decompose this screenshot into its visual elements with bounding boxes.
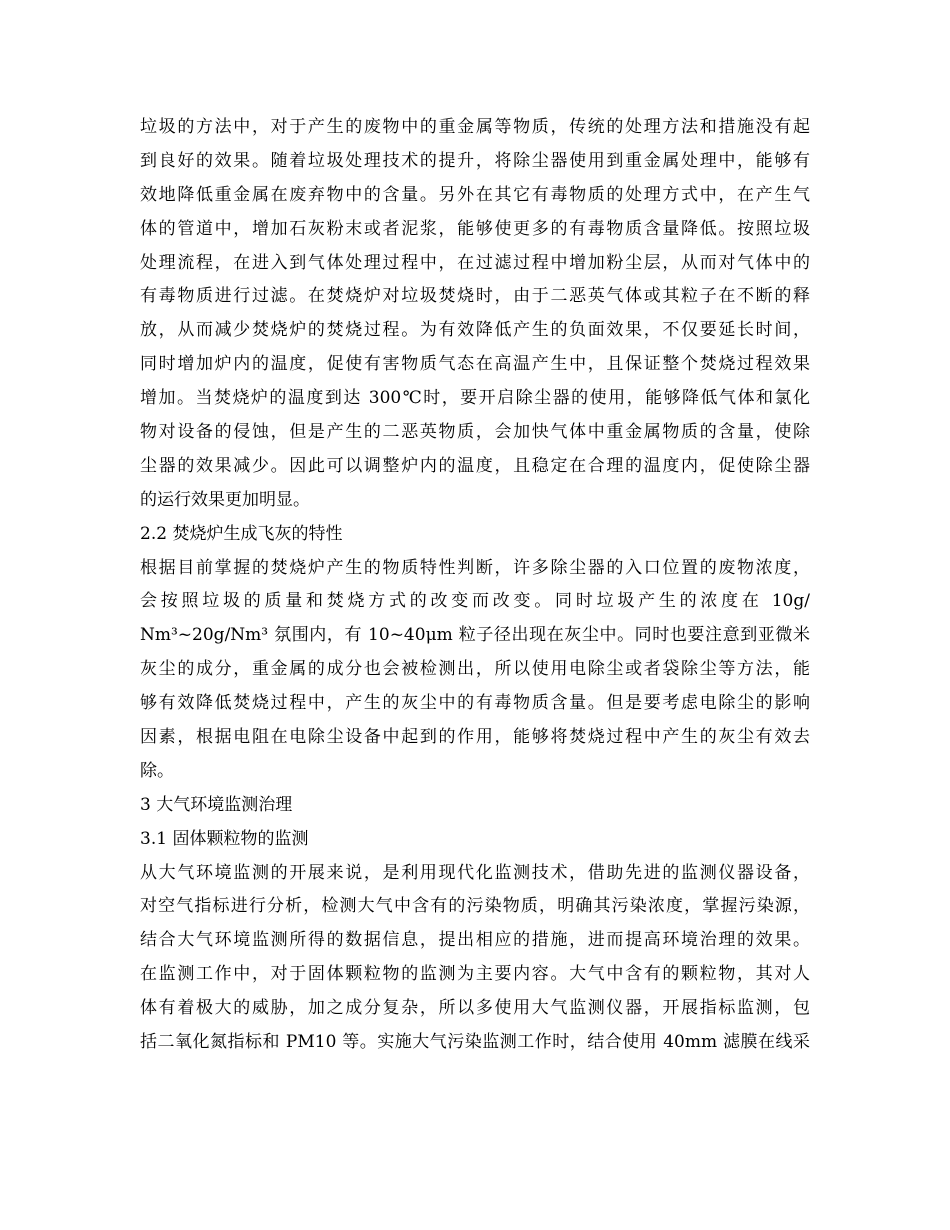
text-line: 到良好的效果。随着垃圾处理技术的提升，将除尘器使用到重金属处理中，能够有 xyxy=(140,150,810,171)
text-line: 处理流程，在进入到气体处理过程中，在过滤过程中增加粉尘层，从而对气体中的 xyxy=(140,252,810,273)
text-line: 括二氧化氮指标和 PM10 等。实施大气污染监测工作时，结合使用 40mm 滤膜在线采 xyxy=(140,1032,810,1053)
text-line: 除。 xyxy=(140,760,174,781)
text-line: 灰尘的成分，重金属的成分也会被检测出，所以使用电除尘或者袋除尘等方法，能 xyxy=(140,659,810,680)
text-line: 有毒物质进行过滤。在焚烧炉对垃圾焚烧时，由于二恶英气体或其粒子在不断的释 xyxy=(140,286,810,307)
document-body xyxy=(140,111,810,1060)
text-line: 对空气指标进行分析，检测大气中含有的污染物质，明确其污染浓度，掌握污染源， xyxy=(140,896,810,917)
text-line: 会按照垃圾的质量和焚烧方式的改变而改变。同时垃圾产生的浓度在 10g/ xyxy=(140,591,810,612)
text-line: 体的管道中，增加石灰粉末或者泥浆，能够使更多的有毒物质含量降低。按照垃圾 xyxy=(140,218,810,239)
text-line: 效地降低重金属在废弃物中的含量。另外在其它有毒物质的处理方式中，在产生气 xyxy=(140,184,810,205)
text-line: 因素，根据电阻在电除尘设备中起到的作用，能够将焚烧过程中产生的灰尘有效去 xyxy=(140,727,810,748)
text-line: 尘器的效果减少。因此可以调整炉内的温度，且稳定在合理的温度内，促使除尘器 xyxy=(140,455,810,476)
text-line: 放，从而减少焚烧炉的焚烧过程。为有效降低产生的负面效果，不仅要延长时间， xyxy=(140,320,810,341)
text-line: 3.1 固体颗粒物的监测 xyxy=(140,828,309,849)
text-line: 垃圾的方法中，对于产生的废物中的重金属等物质，传统的处理方法和措施没有起 xyxy=(140,117,810,137)
text-line: 的运行效果更加明显。 xyxy=(140,489,310,510)
text-line: 体有着极大的威胁，加之成分复杂，所以多使用大气监测仪器，开展指标监测，包 xyxy=(140,998,810,1019)
text-line: Nm³~20g/Nm³ 氛围内，有 10~40μm 粒子径出现在灰尘中。同时也要注意到亚微米 xyxy=(140,625,810,646)
text-line: 2.2 焚烧炉生成飞灰的特性 xyxy=(140,523,343,544)
text-line: 3 大气环境监测治理 xyxy=(140,794,293,815)
text-line: 增加。当焚烧炉的温度到达 300℃时，要开启除尘器的使用，能够降低气体和氯化 xyxy=(140,388,810,409)
text-line: 物对设备的侵蚀，但是产生的二恶英物质，会加快气体中重金属物质的含量，使除 xyxy=(140,422,810,443)
text-line: 够有效降低焚烧过程中，产生的灰尘中的有毒物质含量。但是要考虑电除尘的影响 xyxy=(140,693,810,714)
text-line: 根据目前掌握的焚烧炉产生的物质特性判断，许多除尘器的入口位置的废物浓度， xyxy=(140,557,810,578)
text-line: 在监测工作中，对于固体颗粒物的监测为主要内容。大气中含有的颗粒物，其对人 xyxy=(140,964,810,985)
text-line: 结合大气环境监测所得的数据信息，提出相应的措施，进而提高环境治理的效果。 xyxy=(140,930,810,951)
text-line: 从大气环境监测的开展来说，是利用现代化监测技术，借助先进的监测仪器设备， xyxy=(140,862,810,883)
text-line: 同时增加炉内的温度，促使有害物质气态在高温产生中，且保证整个焚烧过程效果 xyxy=(140,354,810,375)
